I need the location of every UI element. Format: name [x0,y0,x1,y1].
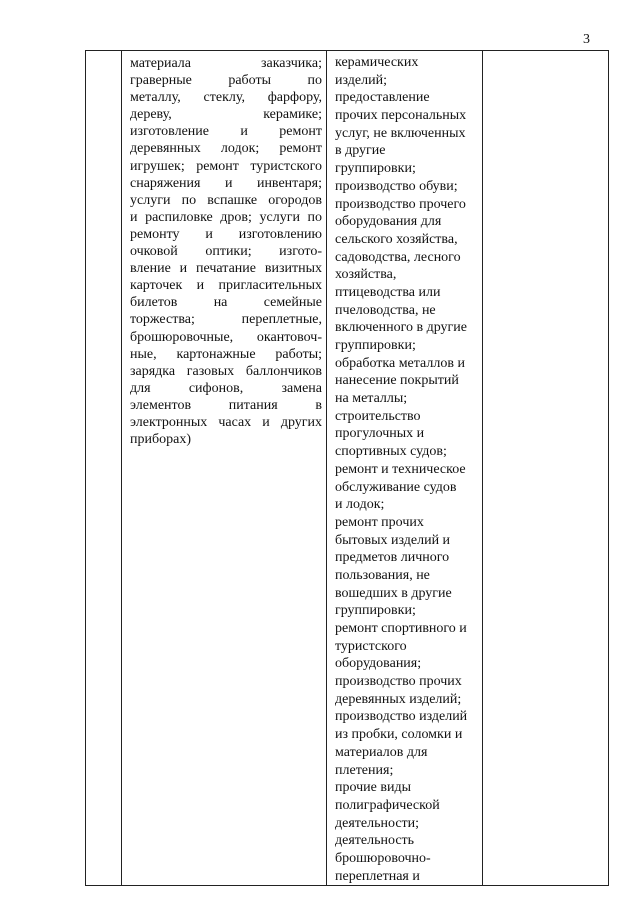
table-cell-index [86,51,122,886]
text-line: брошюровочные, окантовоч- [130,329,322,345]
text-line: включенного в другие [335,320,467,336]
text-line: снаряжения и инвентаря; [130,175,322,191]
text-line: услуги по вспашке огородов [130,192,322,208]
text-line: керамических [335,55,419,70]
text-line: игрушек; ремонт туристского [130,158,322,174]
text-line: материалов для [335,744,428,760]
text-line: очковой оптики; изгото- [130,244,322,260]
text-line: обработка металлов и [335,355,465,371]
text-line: деревянных лодок; ремонт [130,141,322,157]
text-line: из пробки, соломки и [335,727,463,743]
text-line: материала заказчика; [130,56,322,71]
text-line: дереву, керамике; [130,107,322,123]
text-line: металлу, стеклу, фарфору, [130,90,322,106]
text-line: деревянных изделий; [335,691,462,707]
text-line: группировки; [335,161,416,177]
text-line: изделий; [335,72,387,88]
text-line: зарядка газовых баллончиков [130,363,322,379]
services-text [122,51,326,448]
text-line: производство изделий [335,709,468,725]
text-line: услуг, не включенных [335,125,466,141]
text-line: туристского [335,638,407,654]
text-line: брошюровочно- [335,850,431,866]
text-line: граверные работы по [130,73,322,89]
table-cell-services [122,51,327,886]
text-line: билетов на семейные [130,295,322,311]
activities-text [327,51,482,885]
table-cell-activities [327,51,483,886]
text-line: строительство [335,408,421,424]
text-line: хозяйства, [335,267,397,283]
text-line: производство обуви; [335,178,458,194]
text-line: торжества; переплетные, [130,312,322,328]
text-line: элементов питания в [130,397,322,413]
text-line: электронных часах и других [130,414,322,430]
text-line: прочих персональных [335,108,467,124]
text-line: оборудования для [335,214,442,230]
text-line: сельского хозяйства, [335,231,458,247]
document-table [85,50,609,886]
text-line: группировки; [335,603,416,619]
text-line: прочие виды [335,780,412,796]
text-line: бытовых изделий и [335,532,451,548]
text-line: для сифонов, замена [130,380,322,396]
text-line: птицеводства или [335,284,441,300]
text-line: нанесение покрытий [335,373,459,389]
text-line: на металлы; [335,391,408,407]
text-line: садоводства, лесного [335,249,461,265]
text-line: приборах) [130,432,191,448]
text-line: вошедших в другие [335,585,452,601]
text-line: ремонт спортивного и [335,621,467,636]
text-line: пчеловодства, не [335,302,436,318]
text-line: деятельности; [335,815,420,831]
text-line: ремонт и техническое [335,461,466,477]
text-line: изготовление и ремонт [130,124,322,140]
text-line: группировки; [335,338,416,353]
page-number: 3 [583,32,590,47]
text-line: вление и печатание визитных [130,261,322,277]
text-line: карточек и пригласительных [130,278,322,294]
text-line: в другие [335,143,386,159]
text-line: прогулочных и [335,426,425,442]
text-line: предметов личного [335,550,450,566]
text-line: ремонт прочих [335,514,424,530]
text-line: предоставление [335,90,430,106]
text-line: пользования, не [335,567,430,583]
text-line: производство прочих [335,674,462,690]
text-line: спортивных судов; [335,444,447,460]
table-cell-empty [483,51,609,886]
text-line: ные, картонажные работы; [130,346,322,362]
text-line: переплетная и [335,868,420,884]
text-line: и распиловке дров; услуги по [130,209,322,225]
text-line: плетения; [335,762,394,778]
text-line: оборудования; [335,656,422,672]
text-line: деятельность [335,833,415,849]
text-line: ремонту и изготовлению [130,226,322,242]
text-line: обслуживание судов [335,479,457,495]
text-line: и лодок; [335,497,385,513]
table-row [86,51,609,886]
text-line: полиграфической [335,797,440,813]
text-line: производство прочего [335,196,466,212]
